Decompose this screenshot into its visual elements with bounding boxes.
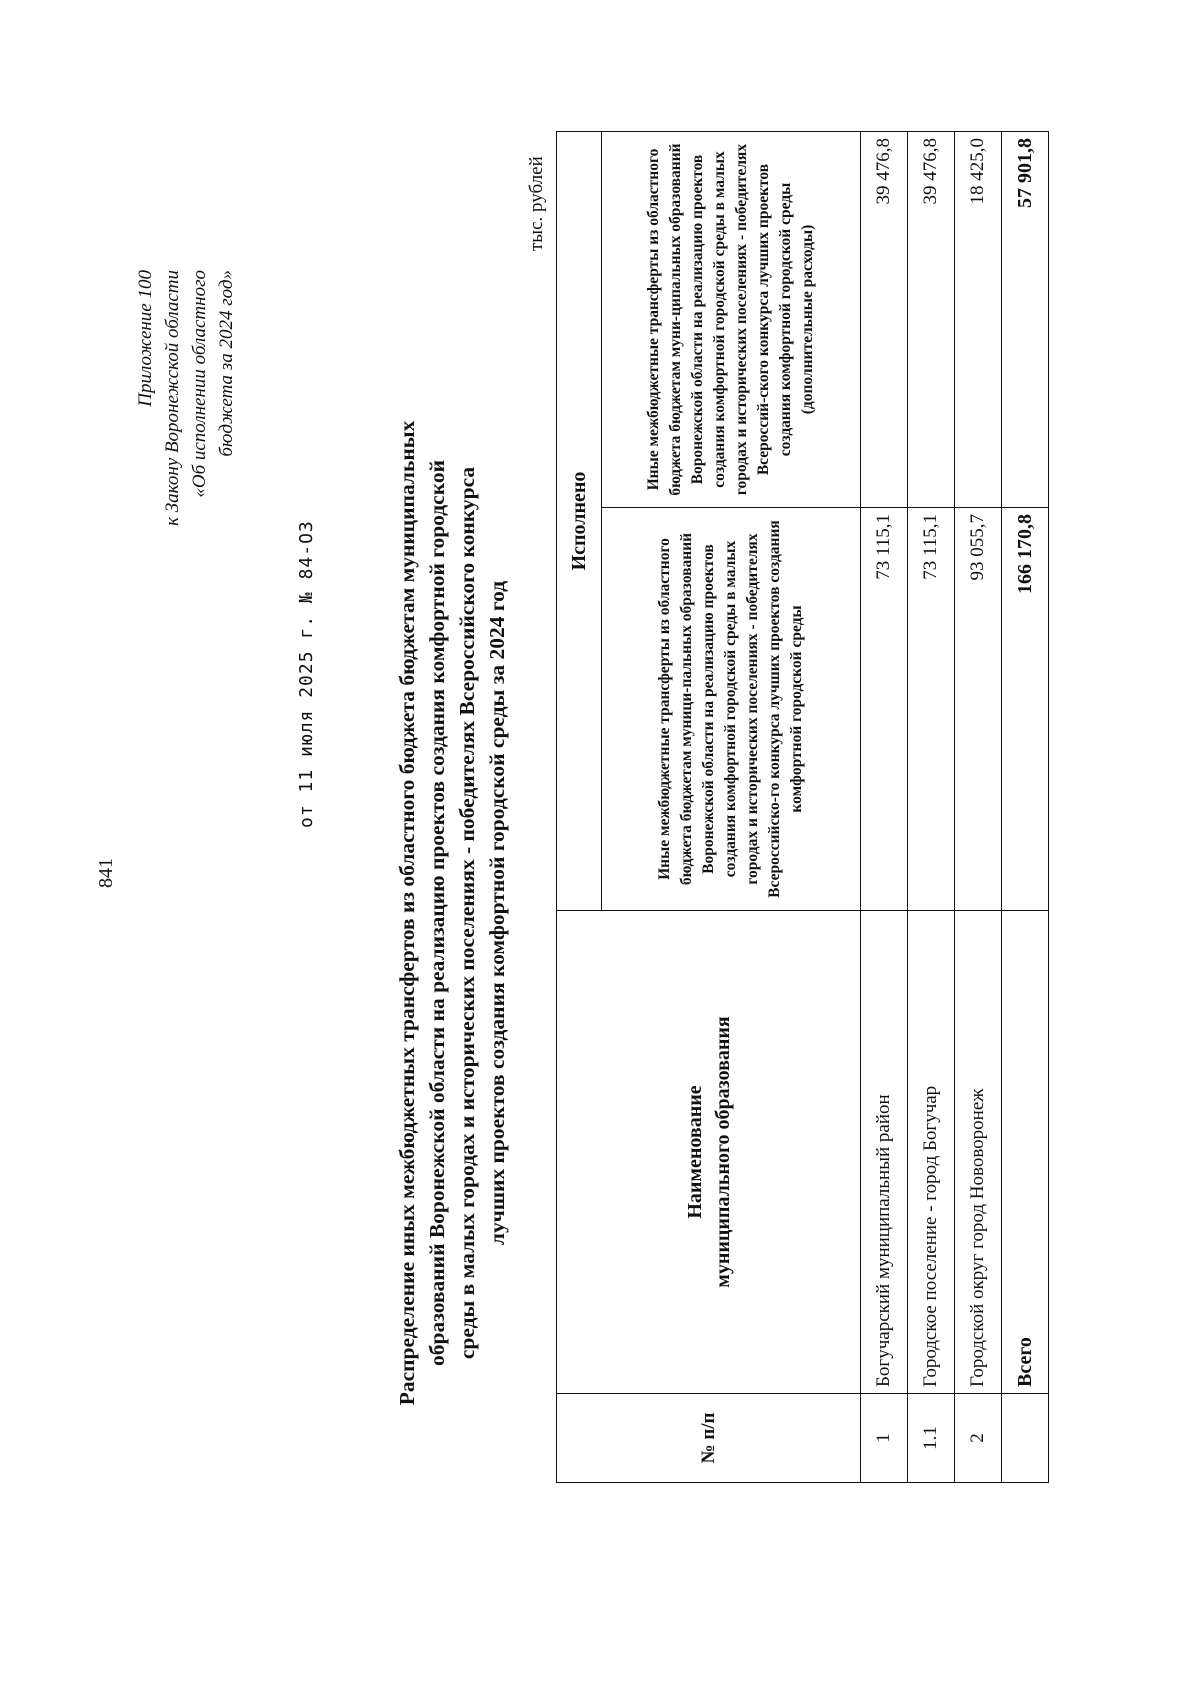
total-label: Всего <box>1002 911 1049 1394</box>
unit-label: тыс. рублей <box>526 156 547 251</box>
table-row <box>908 132 955 1483</box>
appendix-law-reference: к Закону Воронежской области <box>162 270 183 526</box>
header-municipality-line-1: Наименование <box>683 1085 706 1219</box>
row-transfers: 73 115,1 <box>861 508 908 911</box>
row-transfers-additional: 39 476,8 <box>908 132 955 508</box>
header-number: № п/п <box>557 1394 861 1483</box>
total-number <box>1002 1394 1049 1483</box>
row-municipality: Городское поселение - город Богучар <box>908 911 955 1394</box>
title-line-3: среды в малых городах и исторических поселениях - победителях Всероссийского конкурса <box>455 466 479 1360</box>
title-line-2: образований Воронежской области на реализацию проектов создания комфортной городской <box>425 460 449 1366</box>
row-transfers-additional: 39 476,8 <box>861 132 908 508</box>
header-transfers-additional: Иные межбюджетные трансферты из областного бюджета бюджетам муни-ципальных образований Воронежской области на реализацию проектов создания комфортной городской среды в малых городах и исторических поселениях - победителях Всероссий-ского конкурса лучших проектов создания комфортной городской среды (дополнительные расходы) <box>602 132 861 508</box>
law-date-number: от 11 июля 2025 г. № 84-ОЗ <box>296 520 317 828</box>
total-transfers: 166 170,8 <box>1002 508 1049 911</box>
distribution-table <box>556 131 1049 1483</box>
table-row <box>955 132 1002 1483</box>
appendix-law-name: «Об исполнении областного <box>189 270 210 498</box>
header-municipality <box>557 911 861 1394</box>
header-executed: Исполнено <box>557 132 602 911</box>
document-title <box>392 363 512 1463</box>
appendix-title: Приложение 100 <box>135 270 156 407</box>
row-number: 1.1 <box>908 1394 955 1483</box>
header-municipality-line-2: муниципального образования <box>711 1016 734 1288</box>
page-number: 841 <box>95 858 117 888</box>
row-municipality: Городской округ город Нововоронеж <box>955 911 1002 1394</box>
row-number: 2 <box>955 1394 1002 1483</box>
row-transfers: 73 115,1 <box>908 508 955 911</box>
total-row <box>1002 132 1049 1483</box>
row-number: 1 <box>861 1394 908 1483</box>
title-line-4: лучших проектов создания комфортной городской среды за 2024 год <box>485 580 509 1246</box>
appendix-law-name-cont: бюджета за 2024 год» <box>216 270 237 457</box>
row-transfers: 93 055,7 <box>955 508 1002 911</box>
title-line-1: Распределение иных межбюджетных трансфертов из областного бюджета бюджетам муниципальных <box>395 420 419 1406</box>
appendix-header <box>132 270 240 690</box>
row-municipality: Богучарский муниципальный район <box>861 911 908 1394</box>
total-transfers-additional: 57 901,8 <box>1002 132 1049 508</box>
row-transfers-additional: 18 425,0 <box>955 132 1002 508</box>
header-transfers: Иные межбюджетные трансферты из областного бюджета бюджетам муници-пальных образований Воронежской области на реализацию проектов создания комфортной городской среды в малых городах и исторических поселениях - победителях Всероссийско-го конкурса лучших проектов создания комфортной городской среды <box>602 508 861 911</box>
table-row <box>861 132 908 1483</box>
